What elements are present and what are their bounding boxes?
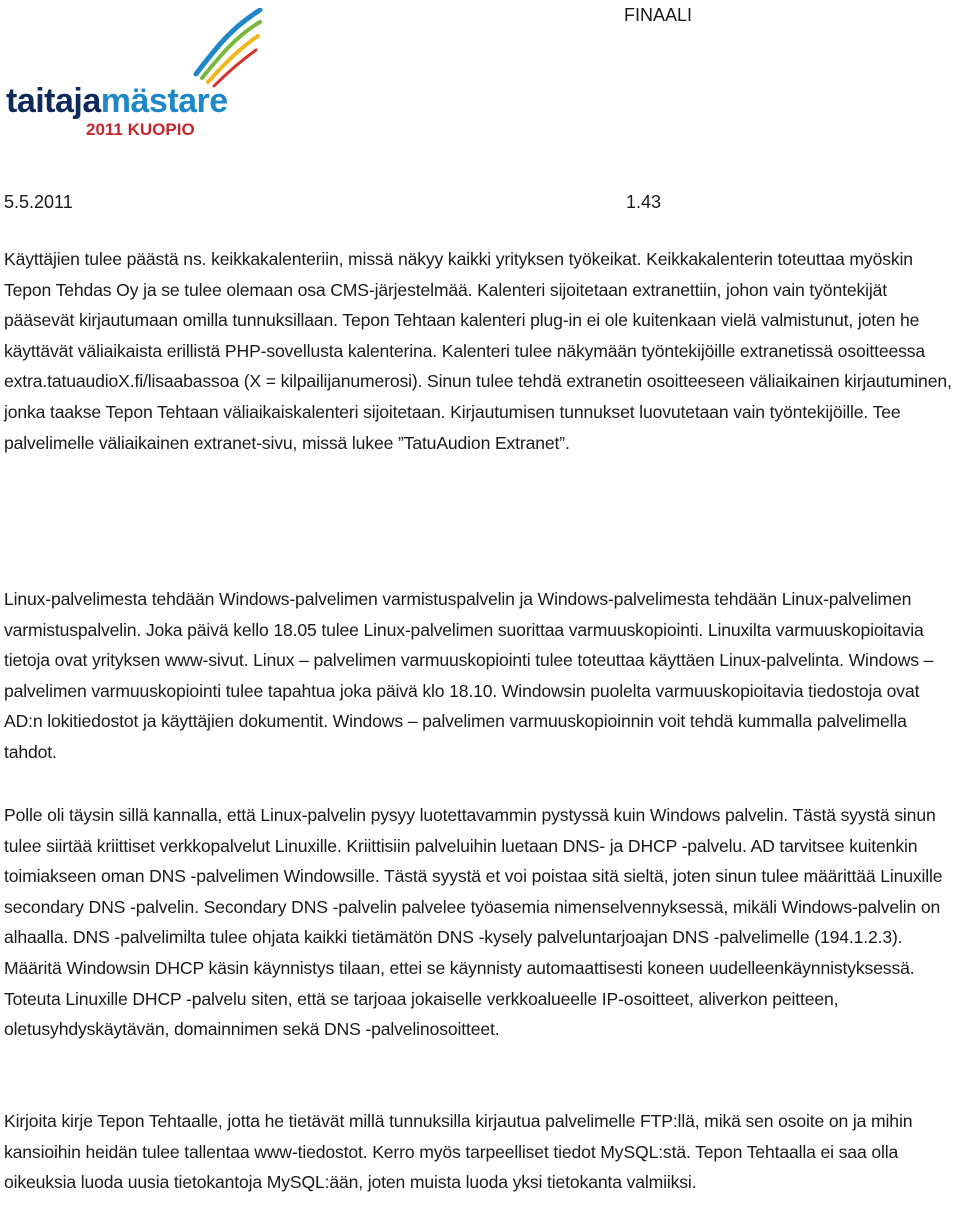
svg-text:taitajamästare: [6, 82, 228, 120]
paragraph-dns-dhcp: Polle oli täysin sillä kannalla, että Linux-palvelin pysyy luotettavammin pystyssä kuin Windows palvelin. Tästä syystä sinun tulee siirtää kriittiset verkkopalvelut Linuxille. Kriittisiin palveluihin luetaan DNS- ja DHCP -palvelu. AD tarvitsee kuitenkin toimiakseen oman DNS -palvelimen Windowsille. Tästä syystä et voi poistaa sitä sieltä, joten sinun tulee määrittää Linuxille secondary DNS -palvelin. Secondary DNS -palvelin palvelee työasemia nimenselvennyksessä, mikäli Windows-palvelin on alhaalla. DNS -palvelimilta tulee ohjata kaikki tietämätön DNS -kysely palveluntarjoajan DNS -palvelimelle (194.1.2.3). Määritä Windowsin DHCP käsin käynnistys tilaan, ettei se käynnisty automaattisesti koneen uudelleenkäynnistyksessä. Toteuta Linuxille DHCP -palvelu siten, että se tarjoaa jokaiselle verkkoalueelle IP-osoitteet, aliverkon peitteen, oletusyhdyskäytävän, domainnimen sekä DNS -palvelinosoitteet.: [4, 805, 943, 1040]
paragraph-backup: Linux-palvelimesta tehdään Windows-palvelimen varmistuspalvelin ja Windows-palvelimesta tehdään Linux-palvelimen varmistuspalvelin. Joka päivä kello 18.05 tulee Linux-palvelimen suorittaa varmuuskopiointi. Linuxilta varmuuskopioitavia tietoja ovat yrityksen www-sivut. Linux – palvelimen varmuuskopiointi tulee toteuttaa käyttäen Linux-palvelinta. Windows – palvelimen varmuuskopiointi tulee tapahtua joka päivä klo 18.10. Windowsin puolelta varmuuskopioitavia tiedostoja ovat AD:n lokitiedostot ja käyttäjien dokumentit. Windows – palvelimen varmuuskopioinnin voit tehdä kummalla palvelimella tahdot.: [4, 589, 934, 762]
paragraph-letter: Kirjoita kirje Tepon Tehtaalle, jotta he tietävät millä tunnuksilla kirjautua palvelimelle FTP:llä, mikä sen osoite on ja mihin kansioihin heidän tulee tallentaa www-tiedostot. Kerro myös tarpeelliset tiedot MySQL:stä. Tepon Tehtaalla ei saa olla oikeuksia luoda uusia tietokantoja MySQL:ään, joten muista luoda yksi tietokanta valmiiksi.: [4, 1111, 913, 1193]
logo-subtitle: 2011 KUOPIO: [86, 120, 195, 138]
logo-word-part1: taitaja: [6, 82, 101, 120]
document-date: 5.5.2011: [4, 192, 73, 212]
logo-swoosh: [196, 10, 260, 86]
logo-graphic: [6, 8, 268, 138]
taitajamastare-logo: [6, 8, 268, 138]
paragraph-extranet-calendar: Käyttäjien tulee päästä ns. keikkakalenteriin, missä näkyy kaikki yrityksen työkeikat. Keikkakalenterin toteuttaa myöskin Tepon Tehdas Oy ja se tulee olemaan osa CMS-järjestelmää. Kalenteri sijoitetaan extranettiin, johon vain työntekijät pääsevät kirjautumaan omilla tunnuksillaan. Tepon Tehtaan kalenteri plug-in ei ole kuitenkaan vielä valmistunut, joten he käyttävät väliaikaista erillistä PHP-sovellusta kalenterina. Kalenteri tulee näkymään työntekijöille extranetissä osoitteessa extra.tatuaudioX.fi/lisaabassoa (X = kilpailijanumerosi). Sinun tulee tehdä extranetin osoitteeseen väliaikainen kirjautuminen, jonka taakse Tepon Tehtaan väliaikaiskalenteri sijoitetaan. Kirjautumisen tunnukset luovutetaan vain työntekijöille. Tee palvelimelle väliaikainen extranet-sivu, missä lukee ”TatuAudion Extranet”.: [4, 249, 952, 453]
document-status-label: FINAALI: [624, 5, 693, 25]
document-version: 1.43: [626, 192, 662, 212]
logo-word-part2: mästare: [100, 82, 228, 120]
